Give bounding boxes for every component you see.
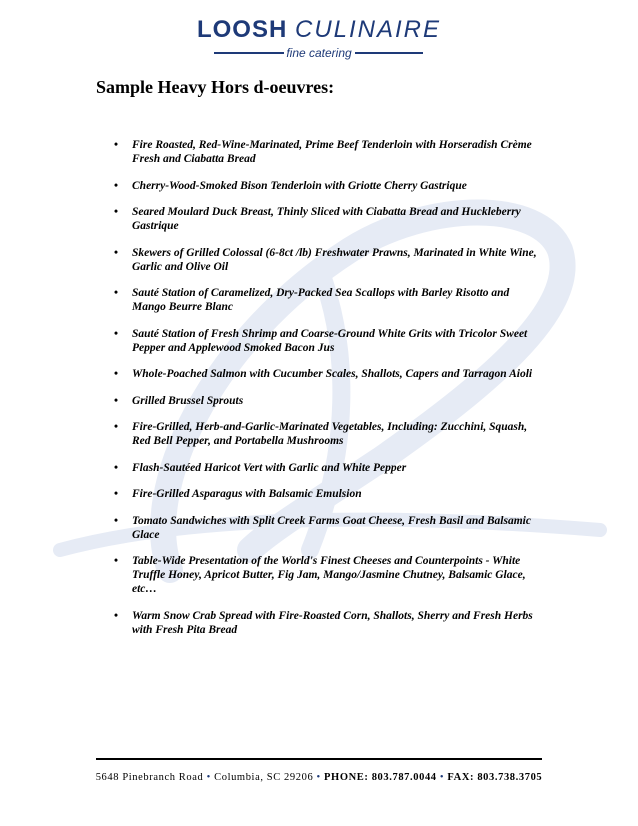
list-item-text: Whole-Poached Salmon with Cucumber Scales, Shallots, Capers and Tarragon Aioli (132, 368, 533, 380)
bullet-icon: • (114, 609, 119, 622)
bullet-icon: • (114, 394, 119, 407)
footer-contact (0, 772, 638, 783)
list-item (96, 246, 541, 274)
list-item-text: Skewers of Grilled Colossal (6-8ct /lb) Freshwater Prawns, Marinated in White Wine, Garlic and Olive Oil (132, 246, 537, 273)
brand-logo (0, 16, 638, 58)
list-item (96, 487, 541, 501)
list-item-text: Flash-Sautéed Haricot Vert with Garlic and White Pepper (132, 461, 407, 474)
list-item-text: Fire-Grilled Asparagus with Balsamic Emulsion (132, 488, 362, 500)
footer-phone: PHONE: 803.787.0044 (324, 772, 437, 783)
list-item (96, 205, 541, 233)
menu-list (96, 138, 541, 649)
footer-city: Columbia, SC 29206 (214, 772, 314, 783)
list-item (96, 286, 541, 314)
tagline-rule-right (355, 52, 423, 54)
bullet-icon: • (114, 206, 119, 218)
list-item-text: Grilled Brussel Sprouts (132, 394, 244, 407)
list-item-text: Sauté Station of Fresh Shrimp and Coarse-Ground White Grits with Tricolor Sweet Pepper and Applewood Smoked Bacon Jus (132, 327, 528, 354)
bullet-icon: • (114, 139, 119, 151)
list-item (96, 609, 541, 637)
list-item (96, 179, 541, 193)
list-item-text: Table-Wide Presentation of the World's Finest Cheeses and Counterpoints - White Truffle Honey, Apricot Butter, Fig Jam, Mango/Jasmine Chutney, Balsamic Glace, etc… (132, 555, 526, 595)
bullet-icon: • (114, 514, 119, 527)
list-item-text: Tomato Sandwiches with Split Creek Farms Goat Cheese, Fresh Basil and Balsamic Glace (132, 514, 531, 541)
list-item-text: Fire-Grilled, Herb-and-Garlic-Marinated Vegetables, Including: Zucchini, Squash, Red Bell Pepper, and Portabella Mushrooms (132, 421, 528, 447)
bullet-icon: • (114, 287, 119, 299)
list-item (96, 420, 541, 448)
footer-separator: • (439, 772, 445, 783)
list-item (96, 138, 541, 166)
page-heading: Sample Heavy Hors d-oeuvres: (96, 77, 335, 97)
list-item (96, 367, 541, 381)
list-item-text: Fire Roasted, Red-Wine-Marinated, Prime Beef Tenderloin with Horseradish Crème Fresh and Ciabatta Bread (132, 139, 532, 165)
bullet-icon: • (114, 327, 119, 340)
list-item (96, 554, 541, 596)
footer-separator: • (316, 772, 321, 783)
bullet-icon: • (114, 179, 119, 192)
list-item (96, 327, 541, 355)
footer-separator: • (206, 772, 211, 783)
list-item (96, 461, 541, 475)
brand-name-bold: LOOSH (196, 16, 288, 43)
list-item-text: Seared Moulard Duck Breast, Thinly Sliced with Ciabatta Bread and Huckleberry Gastrique (132, 206, 521, 232)
bullet-icon: • (114, 246, 119, 259)
footer-address: 5648 Pinebranch Road (95, 772, 204, 783)
list-item-text: Warm Snow Crab Spread with Fire-Roasted Corn, Shallots, Sherry and Fresh Herbs with Fresh Pita Bread (132, 609, 533, 636)
brand-name-light: CULINAIRE (294, 16, 442, 43)
footer-fax: FAX: 803.738.3705 (447, 772, 543, 783)
list-item (96, 514, 541, 542)
bullet-icon: • (114, 488, 119, 500)
footer-divider (96, 758, 542, 760)
bullet-icon: • (114, 461, 119, 474)
brand-tagline: fine catering (286, 46, 352, 60)
list-item-text: Sauté Station of Caramelized, Dry-Packed Sea Scallops with Barley Risotto and Mango Beurre Blanc (132, 287, 510, 313)
bullet-icon: • (114, 555, 119, 567)
list-item-text: Cherry-Wood-Smoked Bison Tenderloin with Griotte Cherry Gastrique (132, 179, 467, 192)
bullet-icon: • (114, 421, 119, 433)
bullet-icon: • (114, 368, 119, 380)
brand-name (0, 16, 638, 44)
brand-tagline-row (0, 44, 638, 58)
tagline-rule-left (214, 52, 284, 54)
list-item (96, 394, 541, 408)
